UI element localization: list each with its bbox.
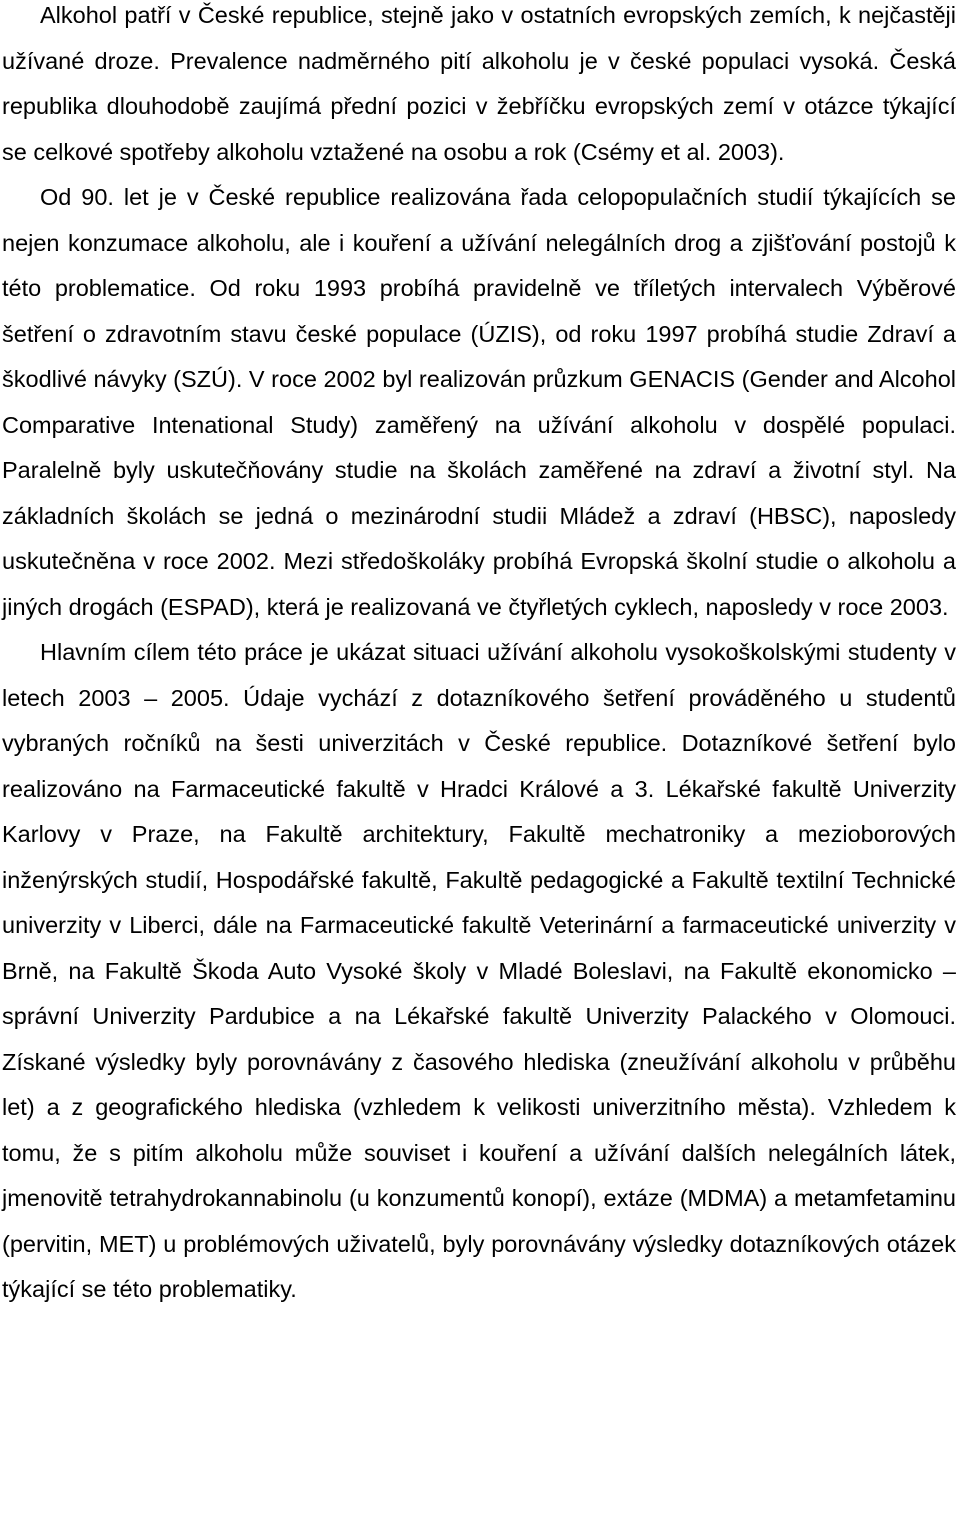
paragraph-population-studies: Od 90. let je v České republice realizována řada celopopulačních studií týkajících se nejen konzumace alkoholu, ale i kouření a užívání nelegálních drog a zjišťování postojů k této problematice. Od roku 1993 probíhá pravidelně ve tříletých intervalech Výběrové šetření o zdravotním stavu české populace (ÚZIS), od roku 1997 probíhá studie Zdraví a škodlivé návyky (SZÚ). V roce 2002 byl realizován průzkum GENACIS (Gender and Alcohol Comparative Intenational Study) zaměřený na užívání alkoholu v dospělé populaci. Paralelně byly uskutečňovány studie na školách zaměřené na zdraví a životní styl. Na základních školách se jedná o mezinárodní studii Mládež a zdraví (HBSC), naposledy uskutečněna v roce 2002. Mezi středoškoláky probíhá Evropská školní studie o alkoholu a jiných drogách (ESPAD), která je realizovaná ve čtyřletých cyklech, naposledy v roce 2003. [2, 184, 956, 620]
paragraph-alcohol-prevalence: Alkohol patří v České republice, stejně jako v ostatních evropských zemích, k nejčastěji užívané droze. Prevalence nadměrného pití alkoholu je v české populaci vysoká. Česká republika dlouhodobě zaujímá přední pozici v žebříčku evropských zemí v otázce týkající se celkové spotřeby alkoholu vztažené na osobu a rok (Csémy et al. 2003). [2, 2, 956, 165]
document-page [2, 0, 956, 1313]
paragraph-main-goal: Hlavním cílem této práce je ukázat situaci užívání alkoholu vysokoškolskými studenty v letech 2003 – 2005. Údaje vychází z dotazníkového šetření prováděného u studentů vybraných ročníků na šesti univerzitách v České republice. Dotazníkové šetření bylo realizováno na Farmaceutické fakultě v Hradci Králové a 3. Lékařské fakultě Univerzity Karlovy v Praze, na Fakultě architektury, Fakultě mechatroniky a mezioborových inženýrských studií, Hospodářské fakultě, Fakultě pedagogické a Fakultě textilní Technické univerzity v Liberci, dále na Farmaceutické fakultě Veterinární a farmaceutické univerzity v Brně, na Fakultě Škoda Auto Vysoké školy v Mladé Boleslavi, na Fakultě ekonomicko – správní Univerzity Pardubice a na Lékařské fakultě Univerzity Palackého v Olomouci. Získané výsledky byly porovnávány z časového hlediska (zneužívání alkoholu v průběhu let) a z geografického hlediska (vzhledem k velikosti univerzitního města). Vzhledem k tomu, že s pitím alkoholu může souviset i kouření a užívání dalších nelegálních látek, jmenovitě tetrahydrokannabinolu (u konzumentů konopí), extáze (MDMA) a metamfetaminu (pervitin, MET) u problémových uživatelů, byly porovnávány výsledky dotazníkových otázek týkající se této problematiky. [2, 639, 956, 1302]
